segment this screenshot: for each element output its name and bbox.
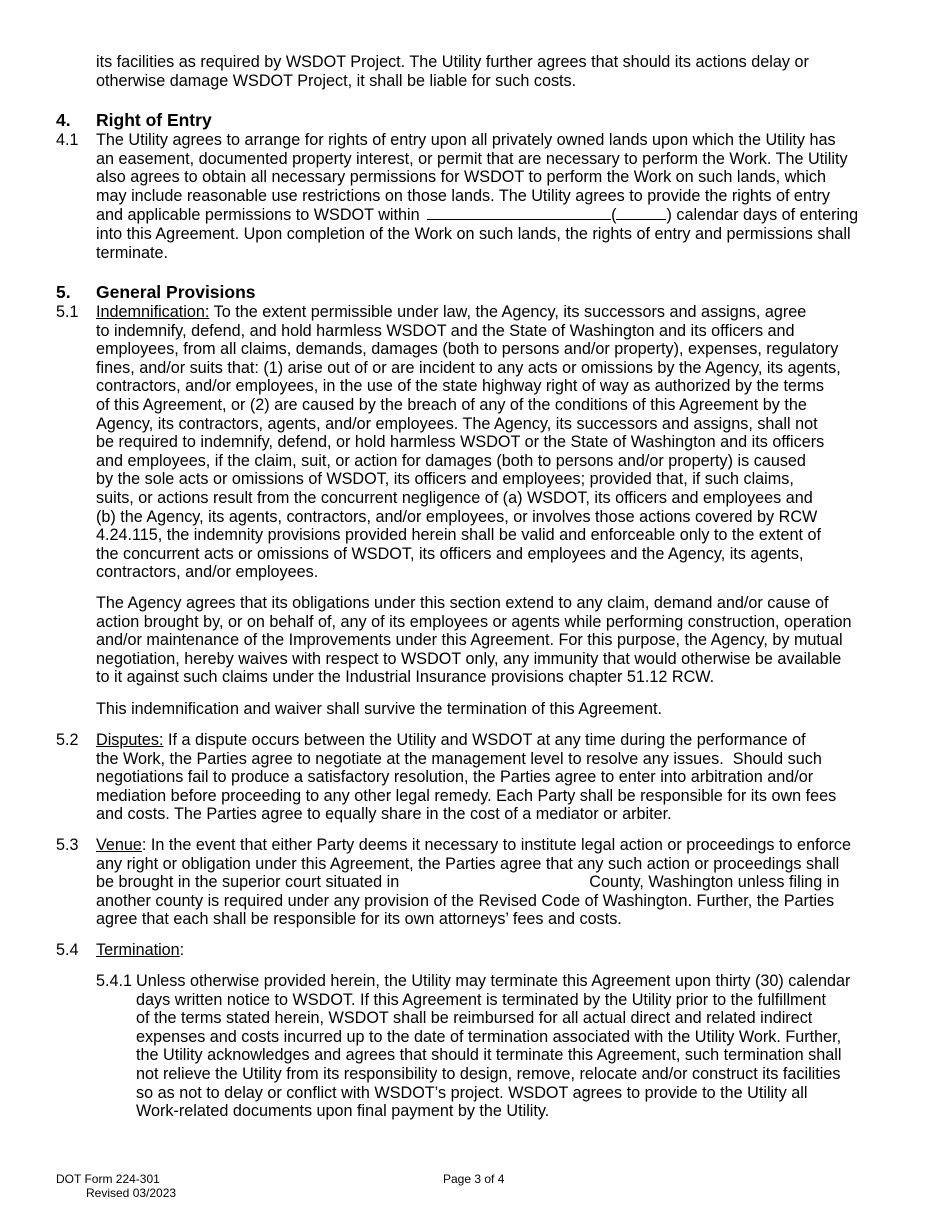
clause-line: negotiation, hereby waives with respect to WSDOT only, any immunity that would otherwise be available: [96, 649, 842, 668]
days-number-blank[interactable]: ( ): [611, 206, 672, 225]
clause-text: be brought in the superior court situated in: [96, 873, 400, 892]
clause-number: 5.4: [56, 941, 79, 959]
clause-line: contractors, and/or employees, in the use of the state highway right of way as authorized by the terms: [96, 377, 824, 396]
clause-line: fines, and/or suits that: (1) arise out of or are incident to any acts or omissions by the Agency, its agents,: [96, 358, 841, 377]
clause-number: 4.1: [56, 131, 79, 149]
clause-line: to indemnify, defend, and hold harmless WSDOT and the State of Washington and its officers and: [96, 321, 795, 340]
section-number: 4.: [56, 110, 71, 130]
clause-line: to it against such claims under the Industrial Insurance provisions chapter 51.12 RCW.: [96, 668, 715, 687]
clause-line: so as not to delay or conflict with WSDOT’s project. WSDOT agrees to provide to the Utility all: [136, 1083, 808, 1102]
footer-page-number: Page 3 of 4: [443, 1172, 505, 1186]
clause-number: 5.2: [56, 731, 79, 749]
clause-line: an easement, documented property interest, or permit that are necessary to perform the Work. The Utility: [96, 149, 848, 168]
section-number: 5.: [56, 282, 71, 302]
clause-line: of the terms stated herein, WSDOT shall be reimbursed for all actual direct and related indirect: [136, 1009, 813, 1028]
intro-paragraph: [96, 53, 896, 90]
clause-5-1-paragraph-3: This indemnification and waiver shall survive the termination of this Agreement.: [96, 700, 662, 718]
section-title: General Provisions: [96, 282, 256, 302]
clause-line: contractors, and/or employees.: [96, 563, 319, 582]
clause-line: agree that each shall be responsible for its own attorneys’ fees and costs.: [96, 910, 622, 929]
clause-line: [96, 836, 896, 855]
clause-5-1-paragraph-2: [96, 594, 896, 687]
days-words-blank[interactable]: [427, 205, 611, 220]
clause-text: County, Washington unless filing in: [589, 873, 840, 892]
section-4-heading: [56, 110, 212, 130]
section-title: Right of Entry: [96, 110, 212, 130]
clause-line: suits, or actions result from the concurrent negligence of (a) WSDOT, its officers and employees and: [96, 488, 813, 507]
clause-number: 5.1: [56, 303, 79, 321]
clause-line: also agrees to obtain all necessary permissions for WSDOT to perform the Work on such lands, which: [96, 168, 826, 187]
clause-title: Disputes:: [96, 731, 164, 749]
clause-text: If a dispute occurs between the Utility and WSDOT at any time during the performance of: [167, 731, 806, 749]
clause-line: and employees, if the claim, suit, or action for damages (both to persons and/or property) is caused: [96, 451, 806, 470]
clause-line: employees, from all claims, demands, damages (both to persons and/or property), expenses, regulatory: [96, 340, 839, 359]
section-5-heading: [56, 282, 256, 302]
clause-line: Unless otherwise provided herein, the Utility may terminate this Agreement upon thirty (30) calendar: [136, 972, 851, 990]
clause-title: Indemnification:: [96, 303, 210, 321]
clause-line: (b) the Agency, its agents, contractors, and/or employees, or involves those actions covered by RCW: [96, 507, 818, 526]
clause-line: terminate.: [96, 243, 168, 262]
clause-line: 4.24.115, the indemnity provisions provided herein shall be valid and enforceable only to the extent of: [96, 526, 822, 545]
clause-title: Termination: [96, 941, 180, 959]
clause-line: and/or maintenance of the Improvements under this Agreement. For this purpose, the Agency, by mutual: [96, 631, 843, 650]
clause-text: and applicable permissions to WSDOT within: [96, 206, 420, 225]
clause-line: not relieve the Utility from its responsibility to design, remove, relocate and/or construct its facilities: [136, 1064, 841, 1083]
clause-line: and costs. The Parties agree to equally share in the cost of a mediator or arbiter.: [96, 805, 672, 824]
clause-4-1: [96, 131, 896, 262]
clause-text: calendar days of entering: [676, 206, 859, 225]
clause-5-2: [96, 731, 896, 824]
clause-line: may include reasonable use restrictions on those lands. The Utility agrees to provide the rights of entry: [96, 186, 830, 205]
subclause-number: 5.4.1: [96, 972, 133, 990]
clause-line: into this Agreement. Upon completion of the Work on such lands, the rights of entry and permissions shall: [96, 224, 851, 243]
clause-line: days written notice to WSDOT. If this Agreement is terminated by the Utility prior to the fulfillment: [136, 990, 827, 1009]
clause-5-3: [96, 836, 896, 929]
clause-title: Venue: [96, 836, 142, 854]
clause-title-colon: :: [179, 941, 185, 959]
clause-line: mediation before proceeding to any other legal remedy. Each Party shall be responsible for its own fees: [96, 786, 837, 805]
clause-text: To the extent permissible under law, the Agency, its successors and assigns, agree: [213, 303, 807, 321]
clause-line: negotiations fail to produce a satisfactory resolution, the Parties agree to enter into arbitration and/or: [96, 768, 814, 787]
clause-text: : In the event that either Party deems it necessary to institute legal action or proceedings to enforce: [141, 836, 851, 854]
clause-line: action brought by, or on behalf of, any of its employees or agents while performing construction, operation: [96, 612, 852, 631]
clause-line: any right or obligation under this Agreement, the Parties agree that any such action or proceedings shall: [96, 854, 840, 873]
clause-line: of this Agreement, or (2) are caused by the breach of any of the conditions of this Agreement by the: [96, 395, 807, 414]
clause-line: by the sole acts or omissions of WSDOT, its officers and employees; provided that, if such claims,: [96, 470, 794, 489]
clause-line: The Utility agrees to arrange for rights of entry upon all privately owned lands upon which the Utility has: [96, 131, 836, 149]
clause-number: 5.3: [56, 836, 79, 854]
clause-line: Agency, its contractors, agents, and/or employees. The Agency, its successors and assigns, shall not: [96, 414, 818, 433]
clause-line: [96, 731, 896, 750]
clause-line: the Work, the Parties agree to negotiate at the management level to resolve any issues. Should such: [96, 749, 822, 768]
clause-5-1: [96, 303, 896, 582]
clause-5-4: [96, 941, 896, 960]
intro-line: otherwise damage WSDOT Project, it shall be liable for such costs.: [96, 71, 577, 90]
clause-line: [96, 303, 896, 322]
footer-form-number: DOT Form 224-301: [56, 1172, 160, 1186]
clause-line: the Utility acknowledges and agrees that should it terminate this Agreement, such termination shall: [136, 1046, 842, 1065]
clause-line: Work-related documents upon final payment by the Utility.: [136, 1102, 550, 1121]
footer-revised: Revised 03/2023: [86, 1186, 177, 1200]
clause-line: another county is required under any provision of the Revised Code of Washington. Further, the Parties: [96, 891, 835, 910]
clause-line: [96, 873, 896, 892]
clause-line: expenses and costs incurred up to the date of termination associated with the Utility Work. Further,: [136, 1027, 842, 1046]
clause-line: the concurrent acts or omissions of WSDOT, its officers and employees and the Agency, its agents,: [96, 544, 804, 563]
intro-line: its facilities as required by WSDOT Project. The Utility further agrees that should its actions delay or: [96, 53, 809, 71]
clause-line: [96, 205, 896, 225]
clause-line: The Agency agrees that its obligations under this section extend to any claim, demand and/or cause of: [96, 594, 829, 612]
subclause-5-4-1: [136, 972, 896, 1121]
clause-line: be required to indemnify, defend, or hold harmless WSDOT or the State of Washington and its officers: [96, 433, 825, 452]
